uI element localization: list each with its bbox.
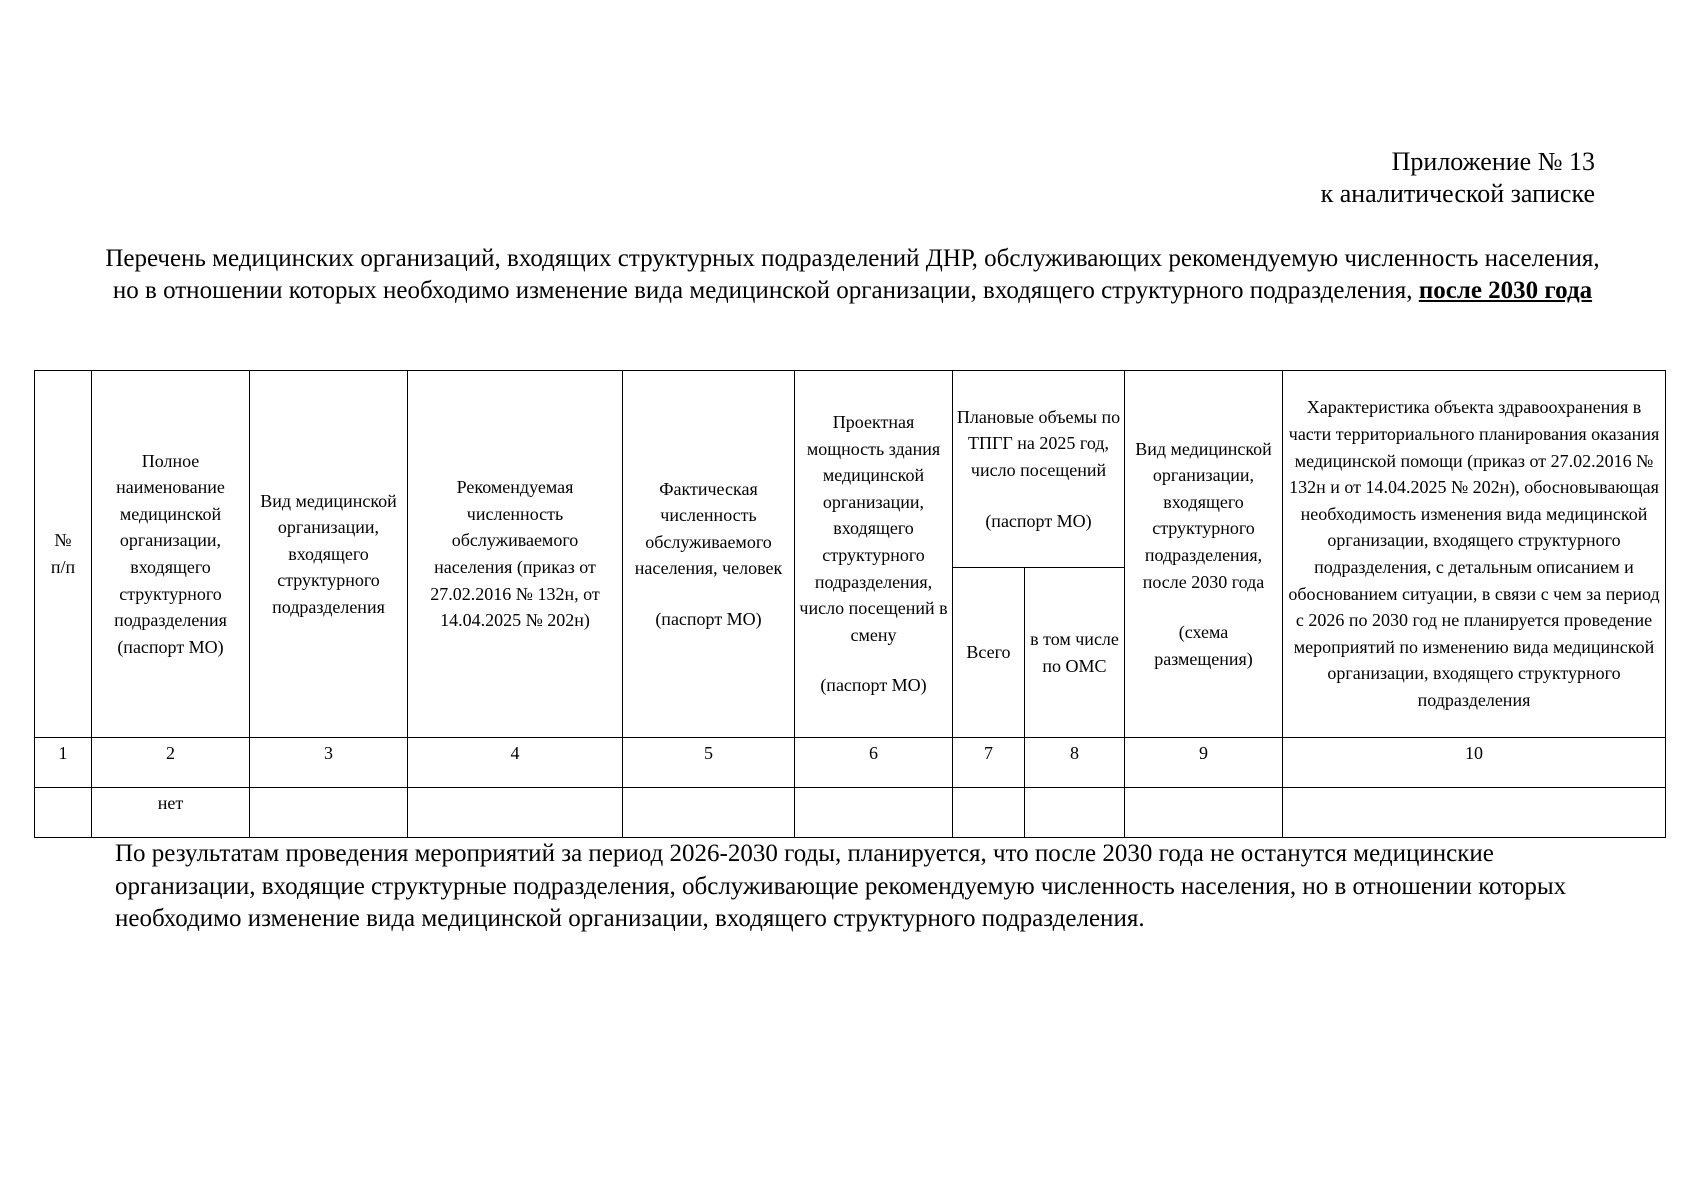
organizations-table (34, 370, 1666, 838)
header-actual-population-note: (паспорт МО) (655, 608, 762, 629)
header-total (953, 568, 1025, 738)
header-characteristics-label: Характеристика объекта здравоохранения в части территориального планирования оказания медицинской помощи (приказ от 27.02.2016 № 132н и от 14.04.2025 № 202н), обосновывающая необходимость изменения вида медицинской организации, входящего структурного подразделения, с детальным описанием и обоснованием ситуации, в связи с чем за период с 2026 по 2030 год не планируется проведение мероприятий по изменению вида медицинской организации, входящего структурного подразделения (1288, 397, 1660, 710)
header-design-capacity-label: Проектная мощность здания медицинской организации, входящего структурного подразделения, число посещений в смену (799, 412, 948, 645)
header-including-oms (1025, 568, 1125, 738)
table-row (35, 788, 1666, 838)
header-design-capacity-note: (паспорт МО) (820, 675, 927, 696)
header-planned-volumes-note: (паспорт МО) (985, 510, 1092, 531)
header-org-type-label: Вид медицинской организации, входящего структурного подразделения (260, 490, 397, 617)
header-total-label: Всего (966, 642, 1011, 663)
column-number: 6 (795, 738, 953, 788)
table-cell (1125, 788, 1283, 838)
title-emphasis: после 2030 года (1418, 277, 1593, 304)
table-cell (35, 788, 92, 838)
table-cell (1025, 788, 1125, 838)
header-full-name (92, 371, 250, 738)
header-org-type-after-2030 (1125, 371, 1283, 738)
header-actual-population (623, 371, 795, 738)
conclusion-paragraph: По результатам проведения мероприятий за период 2026-2030 годы, планируется, что после 2030 года не останутся медицинские организации, входящие структурные подразделения, обслуживающие рекомендуемую численность населения, но в отношении которых необходимо изменение вида медицинской организации, входящего структурного подразделения. (115, 840, 1567, 932)
column-number: 5 (623, 738, 795, 788)
header-number (35, 371, 92, 738)
document-title (100, 243, 1605, 307)
table-cell (408, 788, 623, 838)
header-org-type-after-2030-note: (схема размещения) (1154, 622, 1253, 669)
column-number: 1 (35, 738, 92, 788)
title-main-text: Перечень медицинских организаций, входящих структурных подразделений ДНР, обслуживающих рекомендуемую численность населения, но в отношении которых необходимо изменение вида медицинской организации, входящего структурного подразделения, (105, 245, 1600, 304)
table-cell: нет (92, 788, 250, 838)
header-org-type (250, 371, 408, 738)
header-planned-volumes-label: Плановые объемы по ТПГГ на 2025 год, число посещений (956, 406, 1121, 480)
table-cell (953, 788, 1025, 838)
appendix-subtitle: к аналитической записке (1320, 179, 1595, 208)
header-number-label: № п/п (50, 530, 76, 577)
column-number: 8 (1025, 738, 1125, 788)
table-cell (795, 788, 953, 838)
header-org-type-after-2030-label: Вид медицинской организации, входящего структурного подразделения, после 2030 года (1135, 438, 1272, 592)
column-number: 9 (1125, 738, 1283, 788)
header-planned-volumes (953, 371, 1125, 568)
table-cell (1283, 788, 1666, 838)
header-full-name-label: Полное наименование медицинской организации, входящего структурного подразделения (паспорт МО) (114, 450, 227, 657)
column-number: 7 (953, 738, 1025, 788)
header-recommended-population-label: Рекомендуемая численность обслуживаемого населения (приказ от 27.02.2016 № 132н, от 14.04.2025 № 202н) (430, 477, 600, 631)
table-cell (250, 788, 408, 838)
appendix-number: Приложение № 13 (1391, 147, 1595, 176)
column-number: 10 (1283, 738, 1666, 788)
header-including-oms-label: в том числе по ОМС (1030, 628, 1119, 676)
header-actual-population-label: Фактическая численность обслуживаемого населения, человек (634, 478, 783, 579)
header-design-capacity (795, 371, 953, 738)
appendix-header (1321, 146, 1595, 210)
column-number: 3 (250, 738, 408, 788)
header-recommended-population (408, 371, 623, 738)
column-number-row (35, 738, 1666, 788)
column-number: 4 (408, 738, 623, 788)
header-characteristics (1283, 371, 1666, 738)
table-cell (623, 788, 795, 838)
table-header-row (35, 371, 1666, 568)
column-number: 2 (92, 738, 250, 788)
